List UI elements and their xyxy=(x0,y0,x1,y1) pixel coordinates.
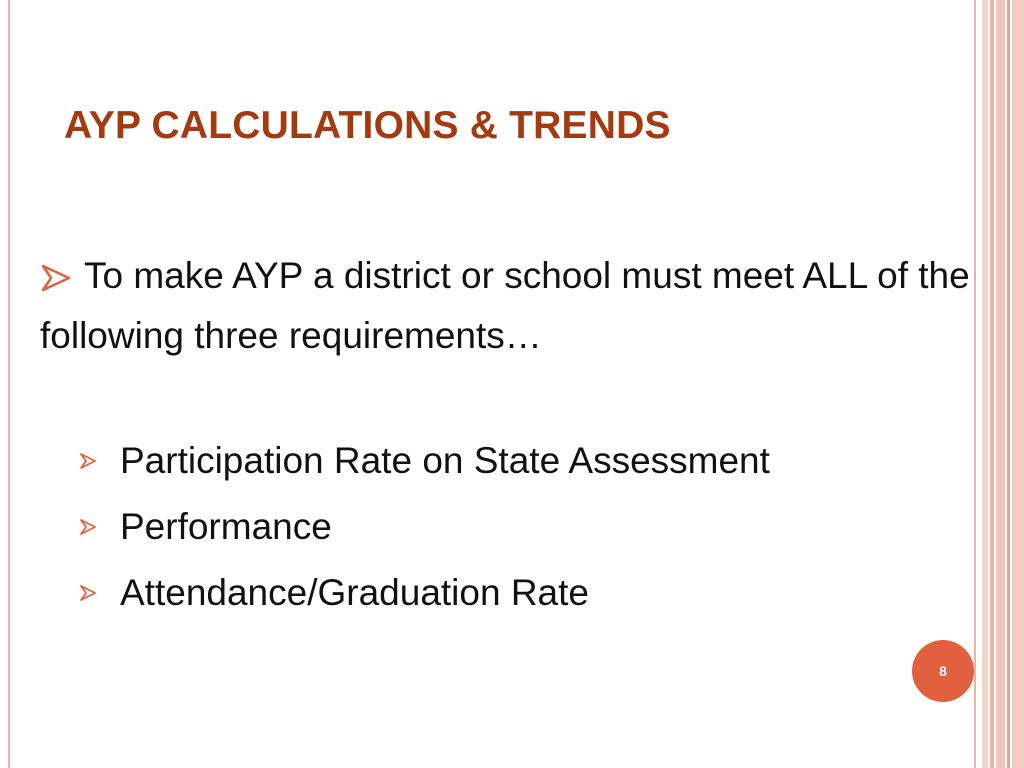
main-bullet-text: To make AYP a district or school must meet ALL of the following three requirements… xyxy=(40,255,970,356)
slide-title: AYP CALCULATIONS & TRENDS xyxy=(64,104,671,147)
list-item xyxy=(78,428,770,494)
requirements-list xyxy=(78,428,770,626)
right-arrowhead-icon xyxy=(78,583,120,603)
page-number: 8 xyxy=(939,663,947,679)
requirement-label: Performance xyxy=(120,506,332,547)
list-item xyxy=(78,560,770,626)
decorative-stripe xyxy=(1012,0,1024,768)
right-arrowhead-icon xyxy=(78,451,120,471)
decorative-stripe xyxy=(982,0,988,768)
list-item xyxy=(78,494,770,560)
requirement-label: Participation Rate on State Assessment xyxy=(120,440,770,481)
right-arrowhead-icon xyxy=(78,517,120,537)
main-bullet xyxy=(40,248,970,364)
requirement-label: Attendance/Graduation Rate xyxy=(120,572,589,613)
decorative-stripe xyxy=(990,0,994,768)
decorative-stripe xyxy=(1007,0,1010,768)
right-arrowhead-icon xyxy=(40,252,80,308)
decorative-stripe xyxy=(996,0,1005,768)
page-number-badge xyxy=(912,640,974,702)
